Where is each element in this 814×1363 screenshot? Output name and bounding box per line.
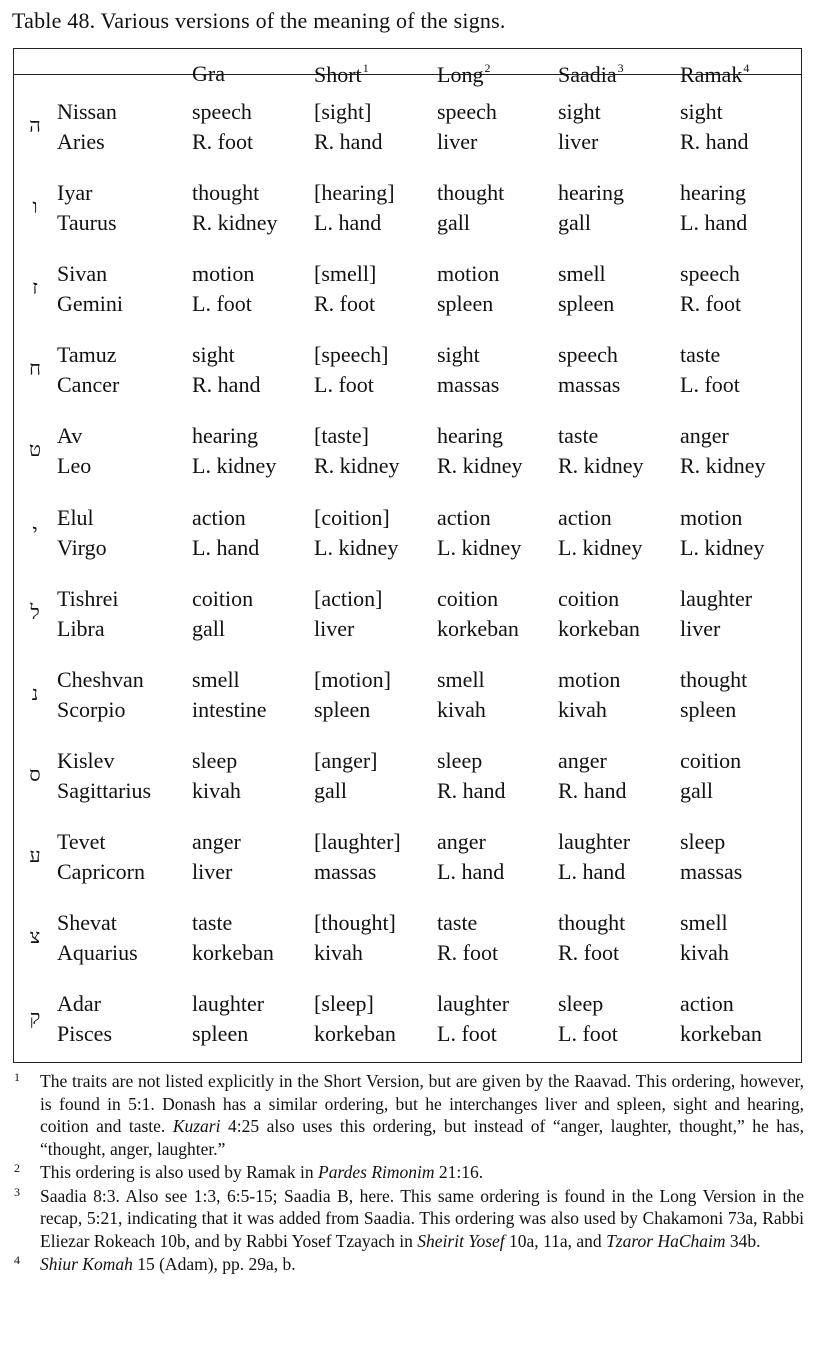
month-name: Elul xyxy=(57,504,94,530)
footnote-title: Tzaror HaChaim xyxy=(606,1230,726,1251)
hebrew-letter: ח xyxy=(29,356,41,381)
organ-cell: R. hand xyxy=(437,777,506,803)
hebrew-letter: י xyxy=(32,518,38,543)
trait-cell: [anger] xyxy=(314,747,378,773)
trait-cell: sight xyxy=(558,99,601,124)
organ-cell: R. kidney xyxy=(192,210,278,236)
organ-cell: massas xyxy=(437,372,500,398)
organ-cell: gall xyxy=(314,777,347,803)
trait-cell: [sleep] xyxy=(314,991,374,1017)
footnote-text: 15 (Adam), pp. 29a, b. xyxy=(132,1254,296,1274)
footnote-ref: 3 xyxy=(617,61,624,75)
table-row xyxy=(14,97,801,167)
trait-cell: taste xyxy=(437,910,478,935)
trait-cell: sight xyxy=(192,342,235,368)
organ-cell: R. kidney xyxy=(680,453,766,479)
trait-cell: [thought] xyxy=(314,910,396,935)
trait-cell: [hearing] xyxy=(314,180,395,206)
trait-cell: anger xyxy=(680,423,729,449)
footnote-title: Shiur Komah xyxy=(40,1254,133,1274)
zodiac-sign: Cancer xyxy=(57,372,120,398)
trait-cell: smell xyxy=(192,666,240,692)
footnote-4 xyxy=(12,1253,804,1276)
organ-cell: kivah xyxy=(680,940,729,965)
trait-cell: [smell] xyxy=(314,261,377,287)
footnotes xyxy=(12,1070,804,1277)
table-row xyxy=(14,259,801,329)
trait-cell: motion xyxy=(192,261,255,287)
organ-cell: L. kidney xyxy=(437,534,522,560)
organ-cell: intestine xyxy=(192,696,267,722)
month-name: Nissan xyxy=(57,99,117,124)
trait-cell: smell xyxy=(437,666,485,692)
footnote-marker: 4 xyxy=(14,1253,20,1267)
month-name: Tevet xyxy=(57,828,106,854)
organ-cell: korkeban xyxy=(192,940,274,965)
trait-cell: [action] xyxy=(314,585,383,611)
trait-cell: taste xyxy=(192,910,233,935)
footnote-title: Pardes Rimonim xyxy=(318,1162,435,1182)
table-row xyxy=(14,421,801,491)
footnote-marker: 1 xyxy=(14,1070,20,1084)
table-row xyxy=(14,665,801,735)
trait-cell: action xyxy=(192,504,246,530)
trait-cell: anger xyxy=(192,828,241,854)
trait-cell: speech xyxy=(192,99,252,124)
zodiac-sign: Sagittarius xyxy=(57,777,152,803)
trait-cell: smell xyxy=(558,261,606,287)
trait-cell: hearing xyxy=(437,423,503,449)
zodiac-sign: Aquarius xyxy=(57,940,138,965)
organ-cell: massas xyxy=(680,858,743,884)
column-header-label: Saadia xyxy=(558,62,617,87)
trait-cell: thought xyxy=(437,180,505,206)
trait-cell: coition xyxy=(558,585,620,611)
trait-cell: hearing xyxy=(558,180,624,206)
footnote-title: Kuzari xyxy=(172,1116,221,1136)
trait-cell: speech xyxy=(558,342,618,368)
month-name: Tishrei xyxy=(57,585,119,611)
trait-cell: taste xyxy=(558,423,599,449)
organ-cell: kivah xyxy=(314,940,363,965)
organ-cell: korkeban xyxy=(437,615,519,641)
trait-cell: speech xyxy=(680,261,740,287)
trait-cell: [sight] xyxy=(314,99,372,124)
column-header-short xyxy=(314,61,369,88)
footnote-ref: 2 xyxy=(484,61,491,75)
trait-cell: motion xyxy=(558,666,621,692)
month-name: Adar xyxy=(57,991,101,1017)
organ-cell: L. kidney xyxy=(192,453,277,479)
trait-cell: anger xyxy=(437,828,486,854)
organ-cell: R. foot xyxy=(558,940,620,965)
organ-cell: spleen xyxy=(314,696,371,722)
table-row xyxy=(14,827,801,897)
trait-cell: speech xyxy=(437,99,497,124)
month-name: Cheshvan xyxy=(57,666,144,692)
trait-cell: [taste] xyxy=(314,423,369,449)
organ-cell: L. hand xyxy=(558,858,626,884)
trait-cell: smell xyxy=(680,910,728,935)
table-row xyxy=(14,178,801,248)
trait-cell: action xyxy=(680,991,734,1017)
footnote-text: 34b. xyxy=(725,1230,761,1251)
organ-cell: R. kidney xyxy=(558,453,644,479)
organ-cell: L. foot xyxy=(558,1021,618,1047)
footnote-2 xyxy=(12,1161,804,1184)
column-header-long xyxy=(437,61,490,88)
zodiac-sign: Aries xyxy=(57,129,105,154)
zodiac-sign: Capricorn xyxy=(57,858,145,884)
organ-cell: R. kidney xyxy=(314,453,400,479)
organ-cell: korkeban xyxy=(314,1021,396,1047)
organ-cell: L. hand xyxy=(437,858,505,884)
table-row xyxy=(14,503,801,573)
trait-cell: thought xyxy=(558,910,626,935)
trait-cell: anger xyxy=(558,747,607,773)
organ-cell: L. kidney xyxy=(558,534,643,560)
column-header-gra xyxy=(192,61,225,87)
organ-cell: L. foot xyxy=(314,372,374,398)
organ-cell: gall xyxy=(437,210,470,236)
organ-cell: R. hand xyxy=(558,777,627,803)
trait-cell: thought xyxy=(680,666,748,692)
organ-cell: massas xyxy=(558,372,621,398)
trait-cell: laughter xyxy=(437,991,510,1017)
hebrew-letter: ה xyxy=(29,113,41,137)
trait-cell: [motion] xyxy=(314,666,391,692)
footnote-text: Saadia 8:3. Also see 1:3, 6:5-15; Saadia B, here. This same ordering is found in the Long Version in the recap, 5:21, indicating that it was added from Saadia. This ordering was also used by Chakamoni 73a, Rabbi Eliezar Rokeach 10b, and by Rabbi Yosef Tzayach in xyxy=(40,1185,804,1251)
organ-cell: liver xyxy=(314,615,355,641)
organ-cell: liver xyxy=(192,858,233,884)
zodiac-sign: Taurus xyxy=(57,210,117,236)
hebrew-letter: צ xyxy=(29,924,41,948)
organ-cell: gall xyxy=(192,615,225,641)
organ-cell: liver xyxy=(558,129,599,154)
month-name: Av xyxy=(57,423,83,449)
footnote-text: This ordering is also used by Ramak in xyxy=(40,1162,319,1182)
footnote-1 xyxy=(12,1070,804,1160)
table-row xyxy=(14,989,801,1059)
hebrew-letter: נ xyxy=(31,680,39,705)
organ-cell: R. foot xyxy=(680,291,742,317)
trait-cell: [laughter] xyxy=(314,828,401,854)
footnote-text: 4:25 also uses this ordering, but instead of “anger, laughter, thought,” he has, “thought, anger, laughter.” xyxy=(40,1116,804,1159)
footnote-ref: 4 xyxy=(743,61,750,75)
organ-cell: R. kidney xyxy=(437,453,523,479)
organ-cell: liver xyxy=(437,129,478,154)
organ-cell: R. hand xyxy=(192,372,261,398)
organ-cell: L. hand xyxy=(192,534,260,560)
trait-cell: motion xyxy=(680,504,743,530)
organ-cell: korkeban xyxy=(680,1021,762,1047)
month-name: Shevat xyxy=(57,910,117,935)
hebrew-letter: ק xyxy=(29,1005,41,1030)
organ-cell: L. foot xyxy=(437,1021,497,1047)
organ-cell: R. foot xyxy=(192,129,254,154)
table-row xyxy=(14,584,801,654)
organ-cell: gall xyxy=(680,777,713,803)
footnote-text: 21:16. xyxy=(434,1162,484,1182)
trait-cell: action xyxy=(558,504,612,530)
hebrew-letter: ז xyxy=(32,275,38,300)
trait-cell: thought xyxy=(192,180,260,206)
organ-cell: L. hand xyxy=(314,210,382,236)
trait-cell: [coition] xyxy=(314,504,390,530)
trait-cell: action xyxy=(437,504,491,530)
month-name: Iyar xyxy=(57,180,93,206)
trait-cell: taste xyxy=(680,342,721,368)
footnote-text: 10a, 11a, and xyxy=(504,1230,607,1251)
trait-cell: hearing xyxy=(192,423,258,449)
trait-cell: coition xyxy=(680,747,742,773)
column-header-label: Ramak xyxy=(680,62,743,87)
footnote-marker: 3 xyxy=(14,1184,20,1199)
signs-table xyxy=(13,48,802,1063)
organ-cell: L. kidney xyxy=(680,534,765,560)
month-name: Sivan xyxy=(57,261,108,287)
trait-cell: coition xyxy=(192,585,254,611)
organ-cell: gall xyxy=(558,210,591,236)
footnote-marker: 2 xyxy=(14,1161,20,1175)
trait-cell: hearing xyxy=(680,180,746,206)
organ-cell: spleen xyxy=(680,696,737,722)
trait-cell: sleep xyxy=(437,747,483,773)
hebrew-letter: ט xyxy=(28,437,42,462)
trait-cell: sight xyxy=(680,99,723,124)
hebrew-letter: ל xyxy=(30,599,40,624)
organ-cell: L. foot xyxy=(192,291,252,317)
organ-cell: spleen xyxy=(192,1021,249,1047)
table-row xyxy=(14,908,801,978)
footnote-ref: 1 xyxy=(362,61,369,75)
trait-cell: sleep xyxy=(558,991,604,1017)
column-header-label: Gra xyxy=(192,61,225,86)
table-row xyxy=(14,340,801,410)
trait-cell: laughter xyxy=(192,991,265,1017)
zodiac-sign: Gemini xyxy=(57,291,123,317)
column-header-saadia xyxy=(558,61,624,88)
organ-cell: massas xyxy=(314,858,377,884)
table-row xyxy=(14,746,801,816)
organ-cell: R. hand xyxy=(314,129,383,154)
trait-cell: laughter xyxy=(558,828,631,854)
month-name: Tamuz xyxy=(57,342,117,368)
footnote-title: Sheirit Yosef xyxy=(417,1230,505,1251)
organ-cell: kivah xyxy=(558,696,607,722)
column-header-label: Long xyxy=(437,62,484,87)
zodiac-sign: Scorpio xyxy=(57,696,126,722)
hebrew-letter: ע xyxy=(29,842,41,867)
hebrew-letter: ו xyxy=(32,194,38,219)
zodiac-sign: Virgo xyxy=(57,534,107,560)
organ-cell: L. kidney xyxy=(314,534,399,560)
trait-cell: sight xyxy=(437,342,480,368)
organ-cell: kivah xyxy=(192,777,241,803)
organ-cell: R. foot xyxy=(437,940,499,965)
zodiac-sign: Libra xyxy=(57,615,105,641)
footnote-text: The traits are not listed explicitly in the Short Version, but are given by the Raavad. This ordering, however, is found in 5:1. Donash has a similar ordering, but he interchanges liver and spleen, sight and hearing, coition and taste. xyxy=(40,1071,804,1136)
table-caption: Table 48. Various versions of the meaning of the signs. xyxy=(12,8,506,33)
column-header-ramak xyxy=(680,61,749,88)
organ-cell: liver xyxy=(680,615,721,641)
zodiac-sign: Leo xyxy=(57,453,92,479)
hebrew-letter: ס xyxy=(29,761,41,786)
organ-cell: R. hand xyxy=(680,129,749,154)
trait-cell: coition xyxy=(437,585,499,611)
organ-cell: korkeban xyxy=(558,615,640,641)
trait-cell: motion xyxy=(437,261,500,287)
organ-cell: kivah xyxy=(437,696,486,722)
organ-cell: L. foot xyxy=(680,372,740,398)
trait-cell: sleep xyxy=(192,747,238,773)
zodiac-sign: Pisces xyxy=(57,1021,112,1047)
organ-cell: L. hand xyxy=(680,210,748,236)
organ-cell: R. foot xyxy=(314,291,376,317)
trait-cell: [speech] xyxy=(314,342,389,368)
organ-cell: spleen xyxy=(558,291,615,317)
trait-cell: sleep xyxy=(680,828,726,854)
footnote-3 xyxy=(12,1185,804,1253)
trait-cell: laughter xyxy=(680,585,753,611)
month-name: Kislev xyxy=(57,747,115,773)
column-header-label: Short xyxy=(314,62,362,87)
organ-cell: spleen xyxy=(437,291,494,317)
